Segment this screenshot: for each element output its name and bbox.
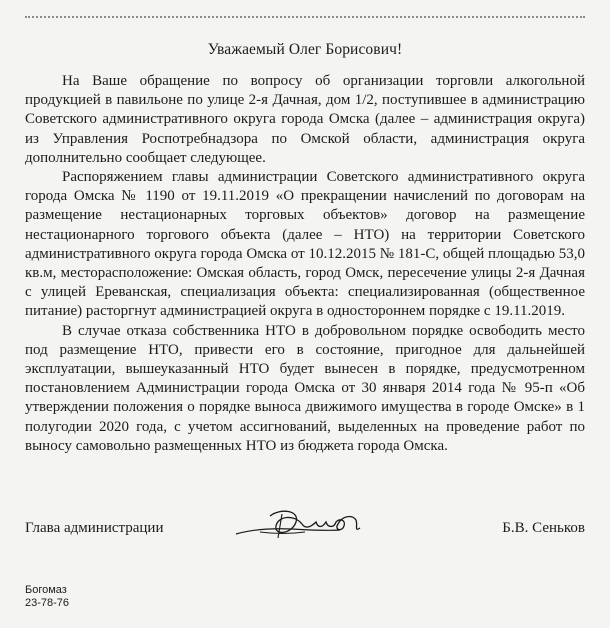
greeting: Уважаемый Олег Борисович! [207, 41, 403, 58]
executor-info [25, 584, 69, 610]
paragraph-2: Распоряжением главы администрации Советского административного округа города Омска № 1190 от 19.11.2019 «О прекращении начислений по договорам на размещение нестационарных торговых объектов» договор на размещение нестационарного торгового объекта (далее – НТО) на территории Советского административного округа города Омска от 10.12.2015 № 181-С, общей площадью 53,0 кв.м, месторасположение: Омская область, город Омск, пересечение улицы 2-я Дачная с улицей Ереванская, специализация объекта: специализированная (общественное питание) расторгнут администрацией округа в одностороннем порядке с 19.11.2019. [25, 169, 585, 320]
executor-phone: 23-78-76 [25, 597, 70, 609]
handwritten-signature-image [230, 504, 390, 544]
letter-body [25, 72, 585, 456]
top-dotted-rule [25, 16, 585, 18]
signature-block [25, 516, 585, 546]
paragraph-3: В случае отказа собственника НТО в добровольном порядке освободить место под размещение НТО, привести его в состояние, пригодное для дальнейшей эксплуатации, вышеуказанный НТО будет вынесен в порядке, предусмотренном постановлением Администрации города Омска от 30 января 2014 года № 95-п «Об утверждении положения о порядке выноса движимого имущества в городе Омске» в 1 полугодии 2020 года, с учетом ассигнований, выделенных на проведение работ по выносу самовольно размещенных НТО из бюджета города Омска. [25, 322, 585, 454]
signer-name: Б.В. Сеньков [502, 520, 585, 536]
signer-title: Глава администрации [25, 520, 164, 536]
executor-name: Богомаз [25, 584, 67, 596]
paragraph-1: На Ваше обращение по вопросу об организации торговли алкогольной продукцией в павильоне по улице 2-я Дачная, дом 1/2, поступившее в администрацию Советского административного округа города Омска (далее – администрация округа) из Управления Роспотребнадзора по Омской области, администрация округа дополнительно сообщает следующее. [25, 73, 585, 166]
